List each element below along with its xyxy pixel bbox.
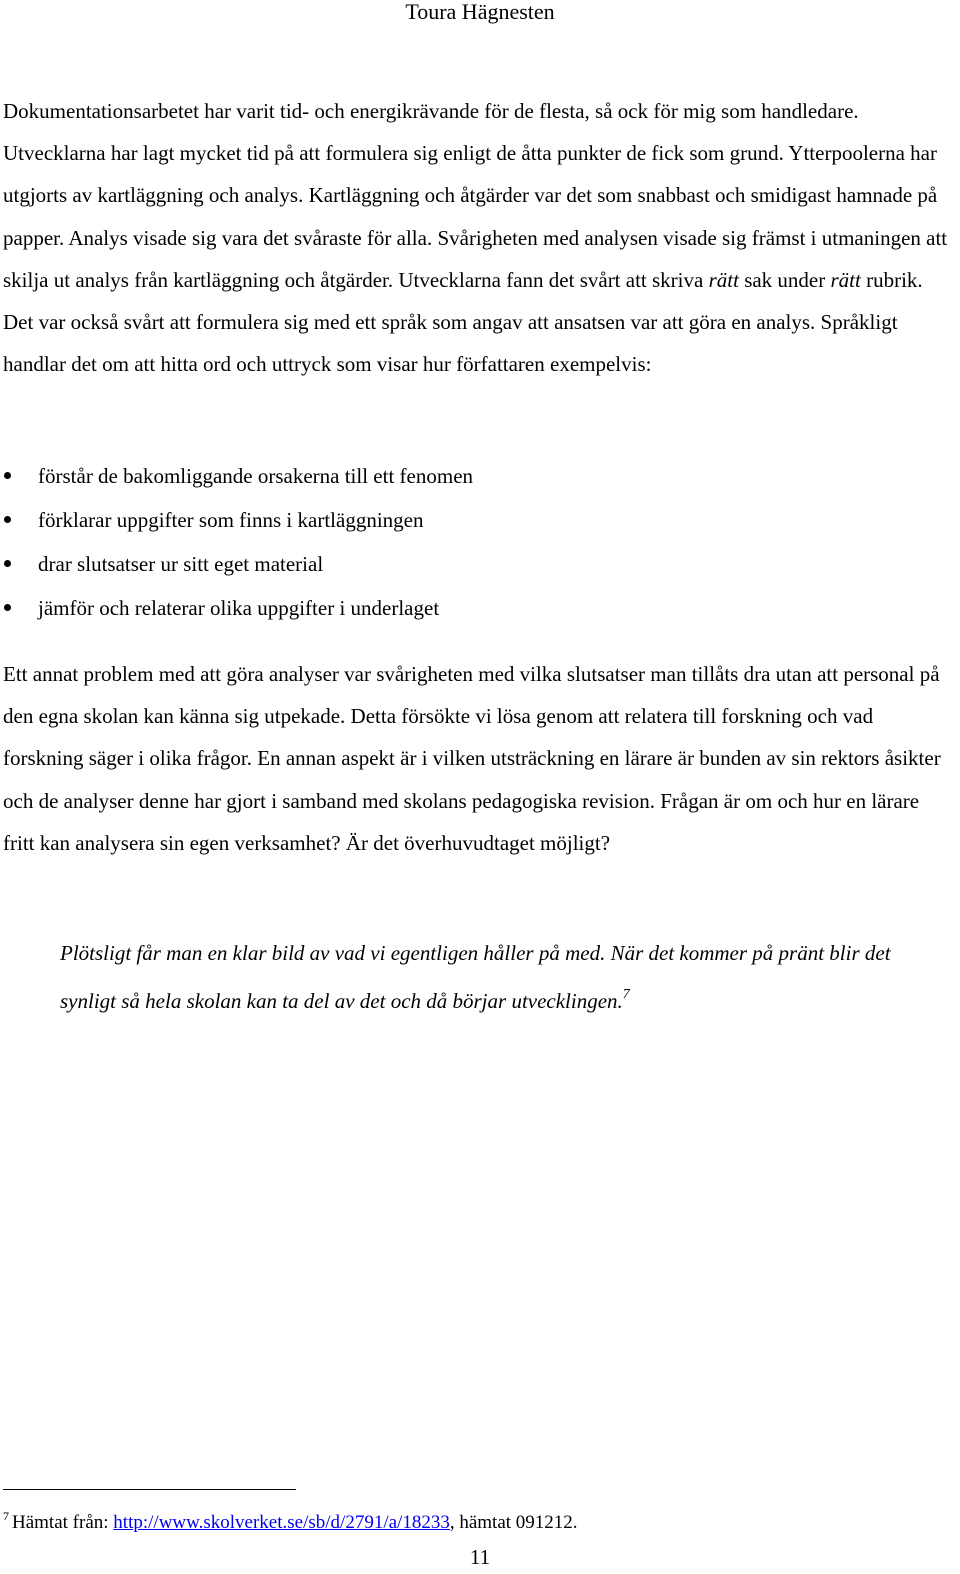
- footnote: [3, 1503, 578, 1536]
- list-item: [0, 498, 952, 542]
- emphasis-text: rätt: [708, 267, 739, 292]
- list-item: [0, 586, 952, 630]
- paragraph-text: Dokumentationsarbetet har varit tid- och energikrävande för de flesta, så ock för mig som handledare. Utvecklarna har lagt mycket tid på att formulera sig enligt de åtta punkter de fick som grund. Ytterpoolerna har utgjorts av kartläggning och analys. Kartläggning och åtgärder var det som snabbast och smidigast hamnade på papper. Analys visade sig vara det svåraste för alla. Svårigheten med analysen visade sig främst i utmaningen att skilja ut analys från kartläggning och åtgärder. Utvecklarna fann det svårt att skriva: [3, 99, 948, 292]
- block-quote: [60, 932, 940, 1022]
- footnote-reference[interactable]: 7: [622, 987, 630, 1002]
- footnote-prefix: Hämtat från:: [12, 1512, 114, 1533]
- bullet-icon: [4, 472, 11, 479]
- list-item-text: förstår de bakomliggande orsakerna till ett fenomen: [38, 464, 474, 488]
- emphasis-text: rätt: [830, 267, 861, 292]
- list-item: [0, 542, 952, 586]
- footnote-divider: [3, 1489, 296, 1490]
- body-paragraph: [3, 90, 955, 385]
- quote-text: Plötsligt får man en klar bild av vad vi egentligen håller på med. När det kommer på pränt blir det synligt så hela skolan kan ta del av det och då börjar utvecklingen.: [60, 941, 891, 1013]
- paragraph-text: sak under: [738, 267, 831, 292]
- paragraph-text: rubrik. Det var också svårt att formulera sig med ett språk som angav att ansatsen var att göra en analys. Språkligt handlar det om att hitta ord och uttryck som visar hur författaren exempelvis:: [3, 267, 923, 377]
- list-item-text: jämför och relaterar olika uppgifter i underlaget: [38, 596, 440, 620]
- footnote-link[interactable]: http://www.skolverket.se/sb/d/2791/a/18233: [113, 1512, 450, 1533]
- bullet-list: [0, 454, 952, 630]
- body-paragraph: Ett annat problem med att göra analyser var svårigheten med vilka slutsatser man tillåts dra utan att personal på den egna skolan kan känna sig utpekade. Detta försökte vi lösa genom att relatera till forskning och vad forskning säger i olika frågor. En annan aspekt är i vilken utsträckning en lärare är bunden av sin rektors åsikter och de analyser denne har gjort i samband med skolans pedagogiska revision. Frågan är om och hur en lärare fritt kan analysera sin egen verksamhet? Är det överhuvudtaget möjligt?: [3, 662, 941, 855]
- footnote-suffix: , hämtat 091212.: [449, 1512, 578, 1533]
- bullet-icon: [4, 560, 11, 567]
- bullet-icon: [4, 516, 11, 523]
- page-header: Toura Hägnesten: [405, 0, 555, 24]
- page-number: 11: [469, 1545, 491, 1569]
- bullet-icon: [4, 604, 11, 611]
- list-item-text: drar slutsatser ur sitt eget material: [38, 552, 324, 576]
- footnote-number: 7: [3, 1509, 9, 1523]
- list-item-text: förklarar uppgifter som finns i kartläggningen: [38, 508, 424, 532]
- list-item: [0, 454, 952, 498]
